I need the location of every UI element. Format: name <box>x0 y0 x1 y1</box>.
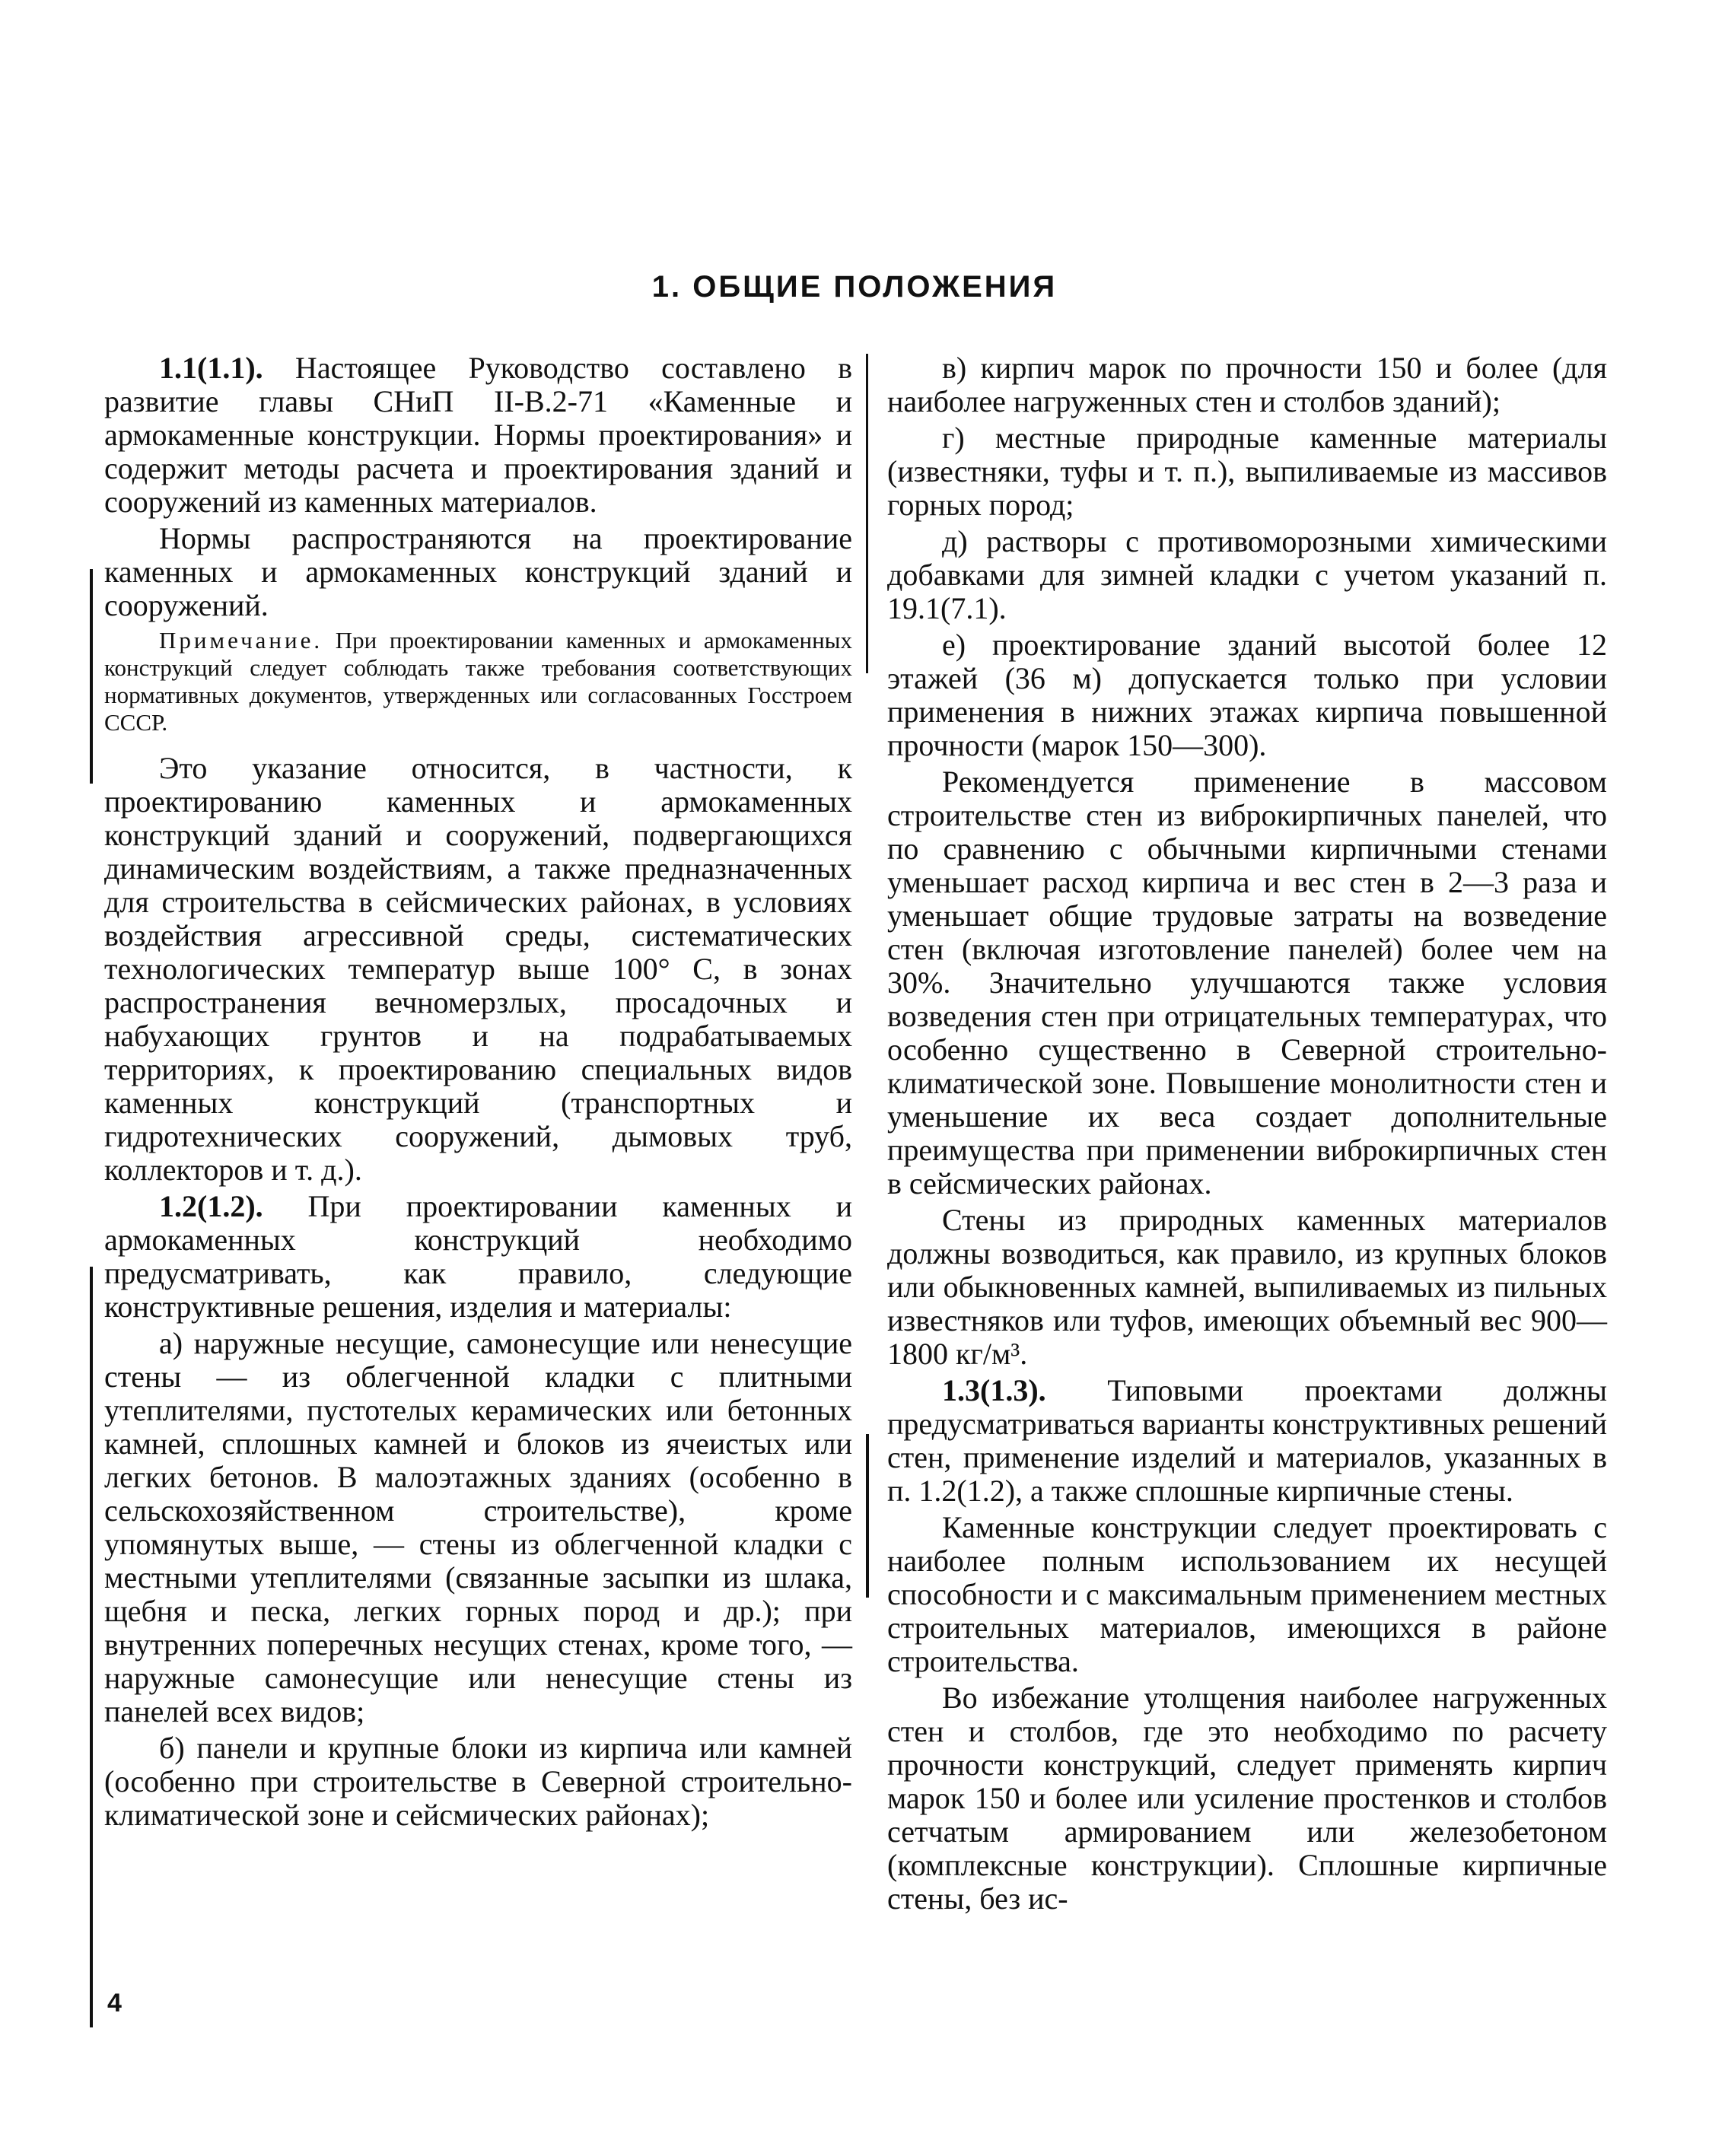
paragraph-1-2 <box>104 1190 852 1324</box>
right-column <box>887 351 1607 1919</box>
page-title: 1. ОБЩИЕ ПОЛОЖЕНИЯ <box>651 270 1058 304</box>
paragraph-text: Типовыми проектами должны предусматриваться варианты конструктивных решений стен, применение изделий и материалов, указанных в п. 1.2(1.2), а также сплошные кирпичные стены. <box>887 1373 1607 1508</box>
note-text: При проектировании каменных и армокаменных конструкций следует соблюдать также требования соответствующих нормативных документов, утвержденных или согласованных Госстроем СССР. <box>104 627 852 736</box>
change-bar-left-2 <box>90 1267 93 2027</box>
note-label: Примечание. <box>159 627 323 653</box>
note <box>104 627 852 736</box>
paragraph-applicability: Это указание относится, в частности, к проектированию каменных и армокаменных конструкций зданий и сооружений, подвергающихся динамическим воздействиям, а также предназначенных для строительства в сейсмических районах, в условиях воздействия агрессивной среды, систематических технологических температур выше 100° С, в зонах распространения вечномерзлых, просадочных и набухающих грунтов и на подрабатываемых территориях, к проектированию специальных видов каменных конструкций (транспортных и гидротехнических сооружений, дымовых труб, коллекторов и т. д.). <box>104 751 852 1187</box>
list-item-v: в) кирпич марок по прочности 150 и более (для наиболее нагруженных стен и столбов зданий); <box>887 351 1607 418</box>
paragraph-natural-stone: Стены из природных каменных материалов должны возводиться, как правило, из крупных блоков или обыкновенных камней, выпиливаемых из пильных известняков или туфов, имеющих объемный вес 900—1800 кг/м³. <box>887 1203 1607 1371</box>
paragraph-stone-structures: Каменные конструкции следует проектировать с наиболее полным использованием их несущей способности и с максимальным применением местных строительных материалов, имеющихся в районе строительства. <box>887 1510 1607 1678</box>
paragraph-text: При проектировании каменных и армокаменных конструкций необходимо предусматривать, как правило, следующие конструктивные решения, изделия и материалы: <box>104 1189 852 1324</box>
list-item-b: б) панели и крупные блоки из кирпича или камней (особенно при строительстве в Северной строительно-климатической зоне и сейсмических районах); <box>104 1731 852 1832</box>
list-item-e: е) проектирование зданий высотой более 12 этажей (36 м) допускается только при условии применения в нижних этажах кирпича повышенной прочности (марок 150—300). <box>887 628 1607 762</box>
column-change-bar <box>866 354 868 673</box>
paragraph-avoid-thickening: Во избежание утолщения наиболее нагруженных стен и столбов, где это необходимо по расчету прочности конструкций, следует применять кирпич марок 150 и более или усиление простенков и столбов сетчатым армированием или железобетоном (комплексные конструкции). Сплошные кирпичные стены, без ис- <box>887 1681 1607 1916</box>
paragraph-text: Настоящее Руководство составлено в развитие главы СНиП II-В.2-71 «Каменные и армокаменные конструкции. Нормы проектирования» и содержит методы расчета и проектирования зданий и сооружений из каменных материалов. <box>104 351 852 519</box>
left-column <box>104 351 852 1835</box>
change-bar-left-1 <box>90 569 93 784</box>
section-label-1-3: 1.3(1.3). <box>942 1373 1046 1407</box>
list-item-a: а) наружные несущие, самонесущие или ненесущие стены — из облегченной кладки с плитными утеплителями, пустотелых керамических или бетонных камней, сплошных камней и блоков из ячеистых или легких бетонов. В малоэтажных зданиях (особенно в сельскохозяйственном строительстве), кроме упомянутых выше, — стены из облегченной кладки с местными утеплителями (связанные засыпки из шлака, щебня и песка, легких горных пород и др.); при внутренних поперечных несущих стенах, кроме того, — наружные самонесущие или ненесущие стены из панелей всех видов; <box>104 1326 852 1728</box>
section-label-1-1: 1.1(1.1). <box>159 351 263 385</box>
list-item-g: г) местные природные каменные материалы (известняки, туфы и т. п.), выпиливаемые из массивов горных пород; <box>887 421 1607 522</box>
section-label-1-2: 1.2(1.2). <box>159 1189 263 1223</box>
list-item-d: д) растворы с противоморозными химическими добавками для зимней кладки с учетом указаний п. 19.1(7.1). <box>887 524 1607 625</box>
page-number: 4 <box>107 1989 122 2018</box>
change-bar-right-1 <box>866 1434 869 1598</box>
paragraph-1-3 <box>887 1374 1607 1508</box>
paragraph-recommendation: Рекомендуется применение в массовом строительстве стен из виброкирпичных панелей, что по сравнению с обычными кирпичными стенами уменьшает расход кирпича и вес стен в 2—3 раза и уменьшает общие трудовые затраты на возведение стен (включая изготовление панелей) более чем на 30%. Значительно улучшаются также условия возведения стен при отрицательных температурах, что особенно существенно в Северной строительно-климатической зоне. Повышение монолитности стен и уменьшение их веса создает дополнительные преимущества при применении виброкирпичных стен в сейсмических районах. <box>887 765 1607 1200</box>
paragraph-1-1 <box>104 351 852 519</box>
paragraph-scope: Нормы распространяются на проектирование каменных и армокаменных конструкций зданий и сооружений. <box>104 521 852 622</box>
